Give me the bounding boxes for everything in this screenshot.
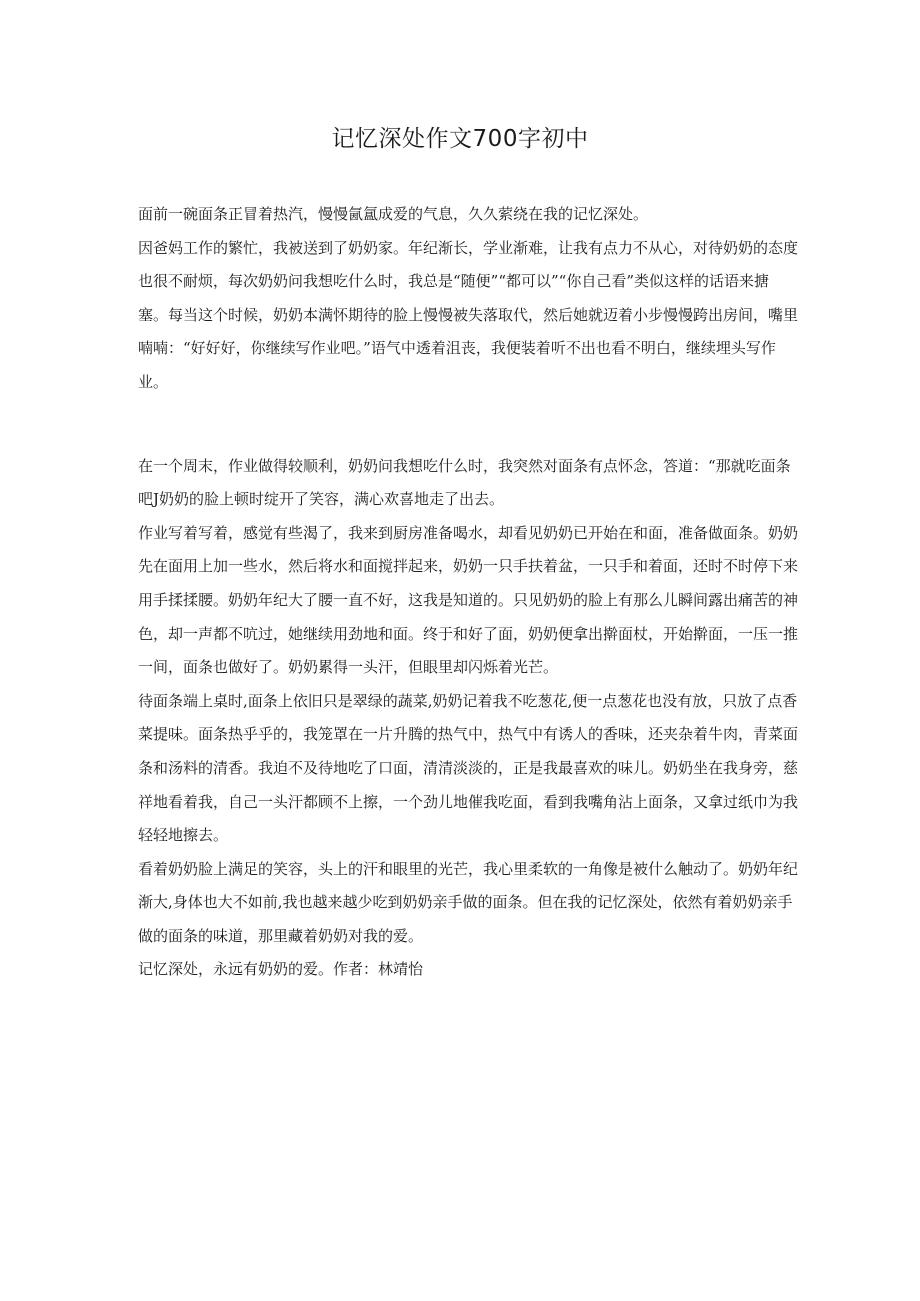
paragraph-1: 面前一碗面条正冒着热汽，慢慢氤氲成爱的气息，久久萦绕在我的记忆深处。 [138,205,649,223]
paragraph-6: 看着奶奶脸上满足的笑容，头上的汗和眼里的光芒，我心里柔软的一角像是被什么触动了。奶奶年纪渐大,身体也大不如前,我也越来越少吃到奶奶亲手做的面条。但在我的记忆深处，依然有着奶奶亲手做的面条的味道，那里藏着奶奶对我的爱。 [138,859,799,945]
document-body [138,198,798,987]
paragraph-2: 因爸妈工作的繁忙，我被送到了奶奶家。年纪渐长，学业渐难，让我有点力不从心，对待奶奶的态度也很不耐烦，每次奶奶问我想吃什么时，我总是“随便”“都可以”“你自己看”类似这样的话语来搪塞。每当这个时候，奶奶本满怀期待的脸上慢慢被失落取代，然后她就迈着小步慢慢跨出房间，嘴里喃喃：“好好好，你继续写作业吧。”语气中透着沮丧，我便装着听不出也看不明白，继续埋头写作业。 [138,238,799,391]
document-title: 记忆深处作文700字初中 [331,126,589,152]
paragraph-3: 在一个周末，作业做得较顺利，奶奶问我想吃什么时，我突然对面条有点怀念，答道：“那就吃面条吧J奶奶的脸上顿时绽开了笑容，满心欢喜地走了出去。 [138,456,791,509]
paragraph-5: 待面条端上桌时,面条上依旧只是翠绿的蔬菜,奶奶记着我不吃葱花,便一点葱花也没有放，只放了点香菜提味。面条热乎乎的，我笼罩在一片升腾的热气中，热气中有诱人的香味，还夹杂着牛肉，青菜面条和汤料的清香。我迫不及待地吃了口面，清清淡淡的，正是我最喜欢的味儿。奶奶坐在我身旁，慈祥地看着我，自己一头汗都顾不上擦，一个劲儿地催我吃面，看到我嘴角沾上面条，又拿过纸巾为我轻轻地擦去。 [138,691,799,845]
paragraph-4: 作业写着写着，感觉有些渴了，我来到厨房准备喝水，却看见奶奶已开始在和面，准备做面条。奶奶先在面用上加一些水，然后将水和面搅拌起来，奶奶一只手扶着盆，一只手和着面，还时不时停下来用手揉揉腰。奶奶年纪大了腰一直不好，这我是知道的。只见奶奶的脸上有那么儿瞬间露出痛苦的神色，却一声都不吭过，她继续用劲地和面。终于和好了面，奶奶便拿出擀面杖，开始擀面，一压一推一间，面条也做好了。奶奶累得一头汗，但眼里却闪烁着光芒。 [138,523,799,677]
paragraph-7: 记忆深处，永远有奶奶的爱。作者：林靖怡 [138,960,424,979]
